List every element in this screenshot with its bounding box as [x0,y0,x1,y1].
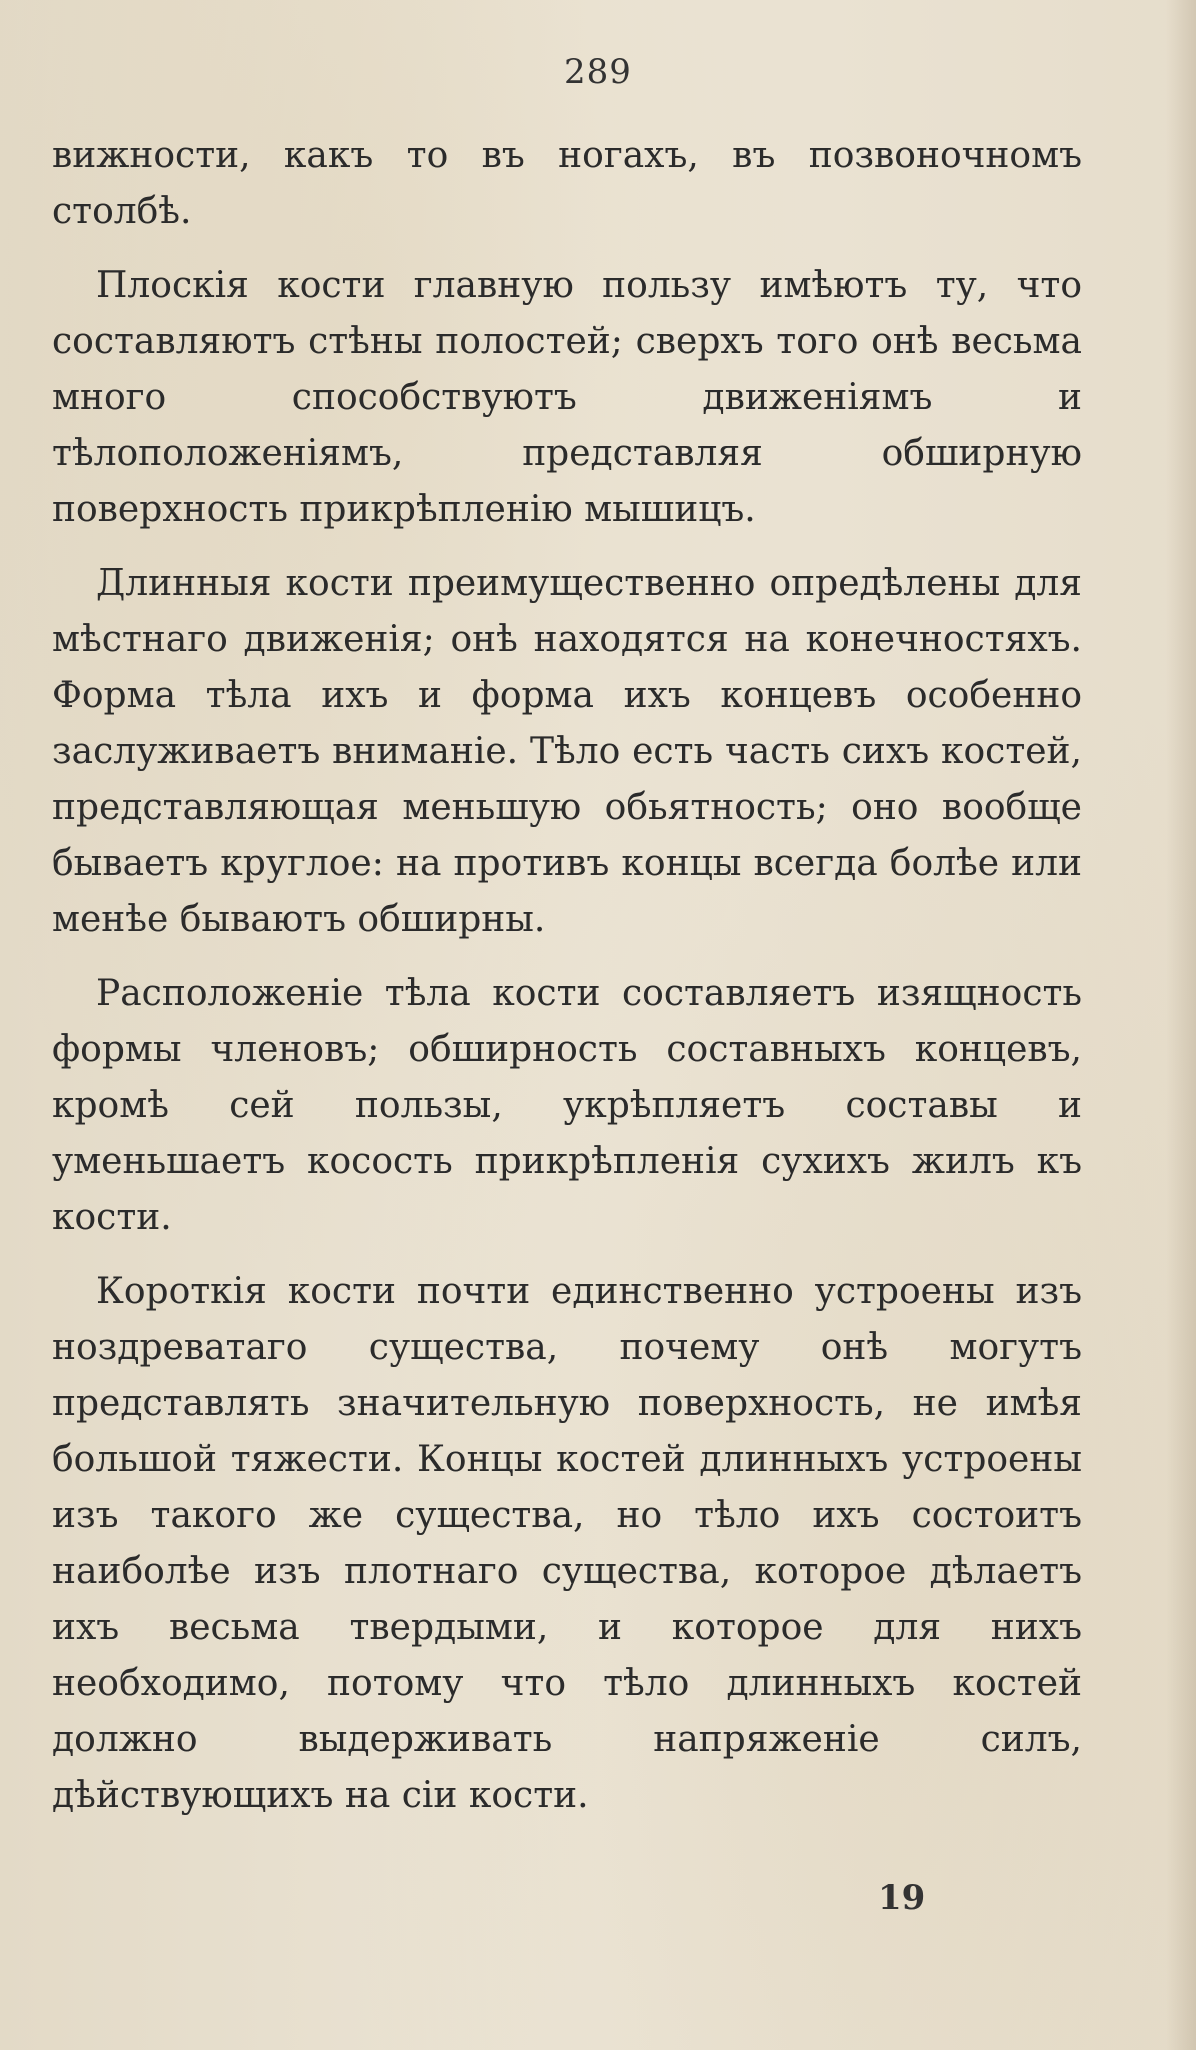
page-number: 289 [564,52,632,92]
paragraph-continuation: вижности, какъ то въ ногахъ, въ позвоночномъ столбѣ. [52,135,1082,232]
paragraph-flat-bones: Плоскія кости главную пользу имѣютъ ту, что составляютъ стѣны полостей; сверхъ того онѣ весьма много способствуютъ движеніямъ и тѣлоположеніямъ, представляя обширную поверхность прикрѣпленію мышицъ. [52,265,1082,530]
page-edge-shadow [1166,0,1196,2050]
body-text [52,128,1082,1824]
paragraph-short-bones: Короткія кости почти единственно устроены изъ ноздреватаго существа, почему онѣ могутъ представлять значительную поверхность, не имѣя большой тяжести. Концы костей длинныхъ устроены изъ такого же существа, но тѣло ихъ состоитъ наиболѣе изъ плотнаго существа, которое дѣлаетъ ихъ весьма твердыми, и которое для нихъ необходимо, потому что тѣло длинныхъ костей должно выдерживать напряженіе силъ, дѣйствующихъ на сіи кости. [52,1271,1082,1816]
paragraph-long-bones: Длинныя кости преимущественно опредѣлены для мѣстнаго движенія; онѣ находятся на конечностяхъ. Форма тѣла ихъ и форма ихъ концевъ особенно заслуживаетъ вниманіе. Тѣло есть часть сихъ костей, представляющая меньшую обьятность; оно вообще бываетъ круглое: на противъ концы всегда болѣе или менѣе бываютъ обширны. [52,563,1082,940]
paragraph-bone-body: Расположеніе тѣла кости составляетъ изящность формы членовъ; обширность составныхъ концевъ, кромѣ сей пользы, укрѣпляетъ составы и уменьшаетъ косость прикрѣпленія сухихъ жилъ къ кости. [52,973,1082,1238]
signature-mark: 19 [878,1878,926,1918]
